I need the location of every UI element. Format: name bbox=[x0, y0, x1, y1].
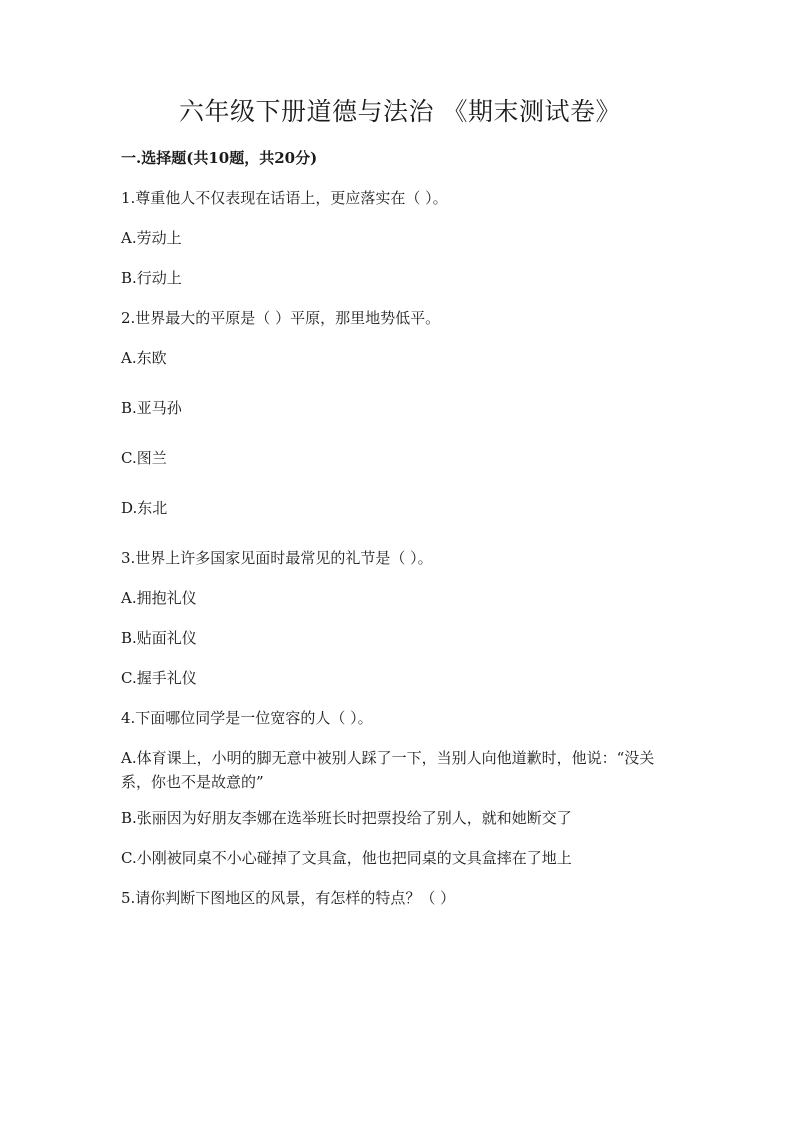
section-heading: 一.选择题(共10题，共20分) bbox=[121, 149, 318, 167]
question-4-option-c: C.小刚被同桌不小心碰掉了文具盒，他也把同桌的文具盒摔在了地上 bbox=[121, 849, 572, 867]
question-4-option-a: A.体育课上，小明的脚无意中被别人踩了一下，当别人向他道歉时，他说：“没关系，你也不是故意的” bbox=[121, 749, 655, 791]
question-2-option-a: A.东欧 bbox=[121, 349, 167, 367]
question-4-option-b: B.张丽因为好朋友李娜在选举班长时把票投给了别人，就和她断交了 bbox=[121, 809, 572, 827]
question-1-stem: 1.尊重他人不仅表现在话语上，更应落实在（ ）。 bbox=[121, 189, 448, 207]
question-2-option-d: D.东北 bbox=[121, 499, 168, 517]
question-4-stem: 4.下面哪位同学是一位宽容的人（ ）。 bbox=[121, 709, 373, 727]
question-2-option-c: C.图兰 bbox=[121, 449, 167, 467]
question-5-stem: 5.请你判断下图地区的风景，有怎样的特点？（ ） bbox=[121, 889, 456, 907]
question-1-option-b: B.行动上 bbox=[121, 269, 182, 287]
question-2-stem: 2.世界最大的平原是（ ）平原，那里地势低平。 bbox=[121, 309, 441, 327]
question-2-option-b: B.亚马孙 bbox=[121, 399, 182, 417]
exam-title: 六年级下册道德与法治 《期末测试卷》 bbox=[179, 97, 621, 126]
question-3-stem: 3.世界上许多国家见面时最常见的礼节是（ ）。 bbox=[121, 549, 433, 567]
question-1-option-a: A.劳动上 bbox=[121, 229, 182, 247]
question-3-option-a: A.拥抱礼仪 bbox=[121, 589, 197, 607]
question-3-option-c: C.握手礼仪 bbox=[121, 669, 197, 687]
question-3-option-b: B.贴面礼仪 bbox=[121, 629, 197, 647]
